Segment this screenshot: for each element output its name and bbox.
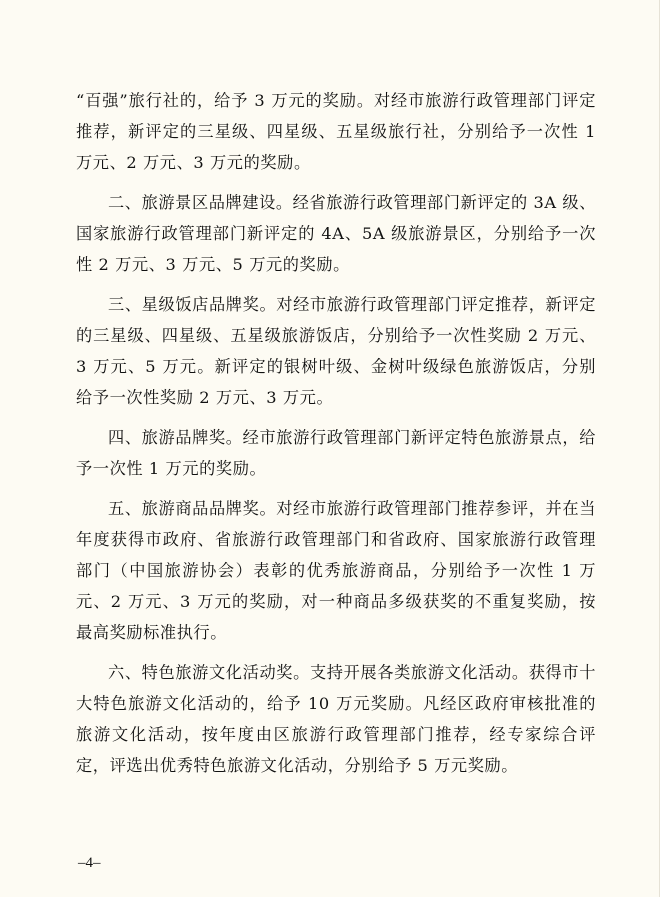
paragraph-scenic-area-brand: 二、旅游景区品牌建设。经省旅游行政管理部门新评定的 3A 级、国家旅游行政管理部门新评定的 4A、5A 级旅游景区，分别给予一次性 2 万元、3 万元、5 万元的奖励。 — [76, 193, 596, 274]
paragraph-tourism-goods-award: 五、旅游商品品牌奖。对经市旅游行政管理部门推荐参评，并在当年度获得市政府、省旅游行政管理部门和省政府、国家旅游行政管理部门（中国旅游协会）表彰的优秀旅游商品，分别给予一次性 1 万元、2 万元、3 万元的奖励，对一种商品多级获奖的不重复奖励，按最高奖励标准执行。 — [76, 499, 596, 642]
document-body — [76, 85, 596, 781]
paragraph-continuation: “百强”旅行社的，给予 3 万元的奖励。对经市旅游行政管理部门评定推荐，新评定的三星级、四星级、五星级旅行社，分别给予一次性 1 万元、2 万元、3 万元的奖励。 — [76, 91, 596, 172]
paragraph-star-hotel-award: 三、星级饭店品牌奖。对经市旅游行政管理部门评定推荐，新评定的三星级、四星级、五星级旅游饭店，分别给予一次性奖励 2 万元、3 万元、5 万元。新评定的银树叶级、金树叶级绿色旅游饭店，分别给予一次性奖励 2 万元、3 万元。 — [76, 295, 596, 407]
paragraph-culture-activity-award: 六、特色旅游文化活动奖。支持开展各类旅游文化活动。获得市十大特色旅游文化活动的，给予 10 万元奖励。凡经区政府审核批准的旅游文化活动，按年度由区旅游行政管理部门推荐，经专家综合评定，评选出优秀特色旅游文化活动，分别给予 5 万元奖励。 — [76, 663, 596, 775]
paragraph-tourism-brand-award: 四、旅游品牌奖。经市旅游行政管理部门新评定特色旅游景点，给予一次性 1 万元的奖励。 — [76, 428, 596, 478]
page-number: –4– — [78, 855, 101, 871]
